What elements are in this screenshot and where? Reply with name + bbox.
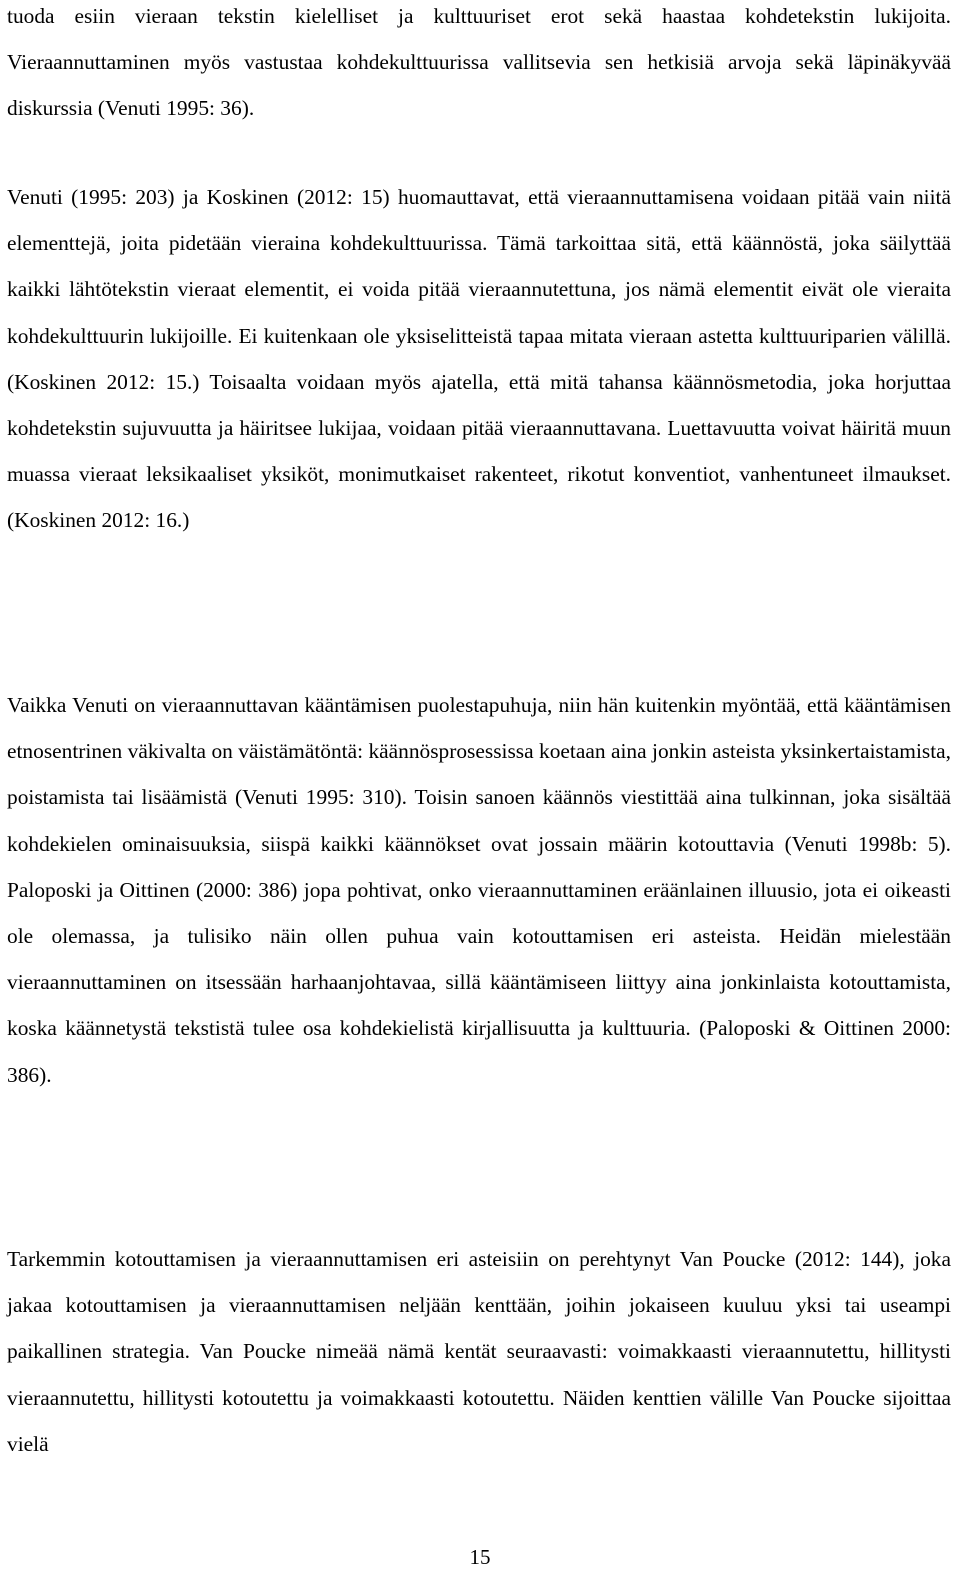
paragraph-2: Venuti (1995: 203) ja Koskinen (2012: 15) huomauttavat, että vieraannuttamisena voidaan pitää vain niitä elementtejä, joita pidetään vieraina kohdekulttuurissa. Tämä tarkoittaa sitä, että käännöstä, joka säilyttää kaikki lähtötekstin vieraat elementit, ei voida pitää vieraannutettuna, jos nämä elementit eivät ole vieraita kohdekulttuurin lukijoille. Ei kuitenkaan ole yksiselitteistä tapaa mitata vieraan astetta kulttuuriparien välillä. (Koskinen 2012: 15.) Toisaalta voidaan myös ajatella, että mitä tahansa käännösmetodia, joka horjuttaa kohdetekstin sujuvuutta ja häiritsee lukijaa, voidaan pitää vieraannuttavana. Luettavuutta voivat häiritä muun muassa vieraat leksikaaliset yksiköt, monimutkaiset rakenteet, rikotut konventiot, vanhentuneet ilmaukset. (Koskinen 2012: 16.) [7, 185, 951, 533]
page-number: 15 [469, 1545, 491, 1569]
paragraph-4: Tarkemmin kotouttamisen ja vieraannuttamisen eri asteisiin on perehtynyt Van Poucke (2012: 144), joka jakaa kotouttamisen ja vieraannuttamisen neljään kenttään, joihin jokaiseen kuuluu yksi tai useampi paikallinen strategia. Van Poucke nimeää nämä kentät seuraavasti: voimakkaasti vieraannutettu, hillitysti vieraannutettu, hillitysti kotoutettu ja voimakkaasti kotoutettu. Näiden kenttien välille Van Poucke sijoittaa vielä [7, 1247, 951, 1456]
paragraph-3: Vaikka Venuti on vieraannuttavan kääntämisen puolestapuhuja, niin hän kuitenkin myöntää, että kääntämisen etnosentrinen väkivalta on väistämätöntä: käännösprosessissa koetaan aina jonkin asteista yksinkertaistamista, poistamista tai lisäämistä (Venuti 1995: 310). Toisin sanoen käännös viestittää aina tulkinnan, joka sisältää kohdekielen ominaisuuksia, siispä kaikki käännökset ovat jossain määrin kotouttavia (Venuti 1998b: 5). Paloposki ja Oittinen (2000: 386) jopa pohtivat, onko vieraannuttaminen eräänlainen illuusio, jota ei oikeasti ole olemassa, ja tulisiko näin ollen puhua vain kotouttamisen eri asteista. Heidän mielestään vieraannuttaminen on itsessään harhaanjohtavaa, sillä kääntämiseen liittyy aina jonkinlaista kotouttamista, koska käännetystä tekstistä tulee osa kohdekielistä kirjallisuutta ja kulttuuria. (Paloposki & Oittinen 2000: 386). [7, 693, 951, 1087]
paragraph-1: tuoda esiin vieraan tekstin kielelliset ja kulttuuriset erot sekä haastaa kohdetekstin lukijoita. Vieraannuttaminen myös vastustaa kohdekulttuurissa vallitsevia sen hetkisiä arvoja sekä läpinäkyvää diskurssia (Venuti 1995: 36). [7, 4, 951, 121]
